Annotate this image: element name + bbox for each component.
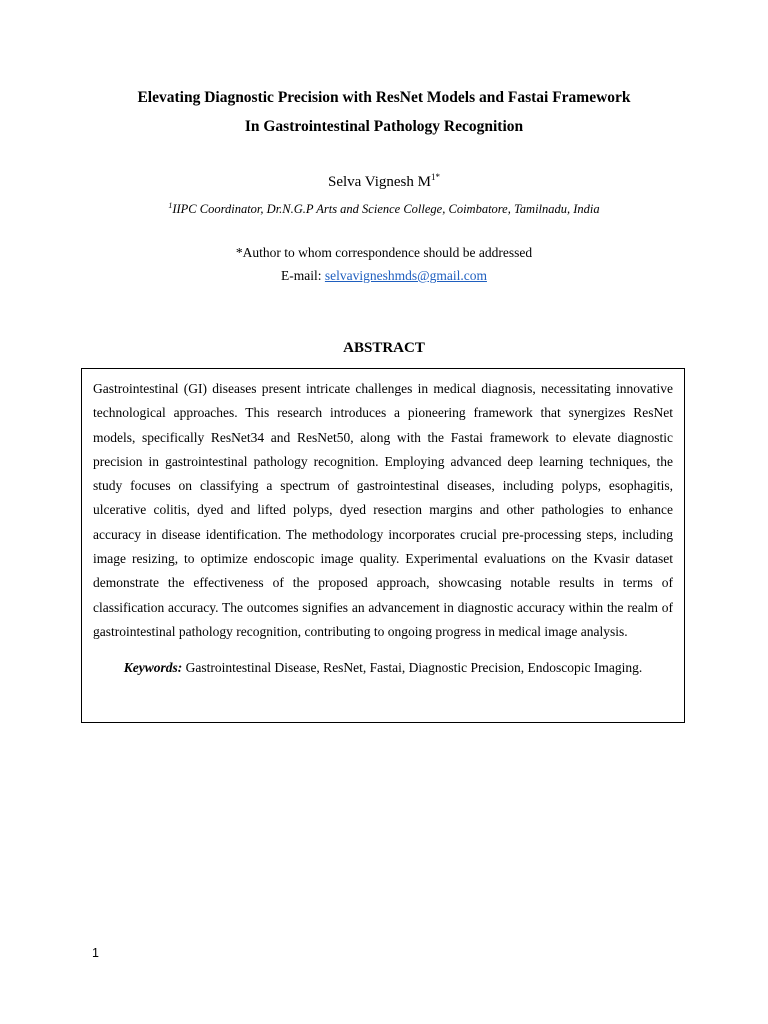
- email-label: E-mail:: [281, 268, 325, 283]
- keywords-label: Keywords:: [123, 660, 183, 676]
- paper-title-line-1: Elevating Diagnostic Precision with ResNet Models and Fastai Framework: [137, 89, 631, 106]
- author-superscript: 1*: [431, 172, 440, 182]
- author-name: Selva Vignesh M: [328, 174, 431, 190]
- correspondence-note: *Author to whom correspondence should be addressed: [235, 245, 533, 260]
- abstract-body: Gastrointestinal (GI) diseases present intricate challenges in medical diagnosis, necessitating innovative technological approaches. This research introduces a pioneering framework that synergizes ResNet models, specifically ResNet34 and ResNet50, along with the Fastai framework to elevate diagnostic precision in gastrointestinal pathology recognition. Employing advanced deep learning techniques, the study focuses on classifying a spectrum of gastrointestinal diseases, including polyps, esophagitis, ulcerative colitis, dyed and lifted polyps, dyed resection margins and other pathologies to enhance accuracy in disease identification. The methodology incorporates crucial pre-processing steps, including image resizing, to optimize endoscopic image quality. Experimental evaluations on the Kvasir dataset demonstrate the effectiveness of the proposed approach, showcasing notable results in terms of classification accuracy. The outcomes signifies an advancement in diagnostic accuracy within the realm of gastrointestinal pathology recognition, contributing to ongoing progress in medical image analysis.: [93, 381, 673, 639]
- email-line: [0, 267, 768, 284]
- keywords-line: [93, 658, 673, 678]
- keywords-text: Gastrointestinal Disease, ResNet, Fastai, Diagnostic Precision, Endoscopic Imaging.: [185, 660, 643, 676]
- email-link[interactable]: selvavigneshmds@gmail.com: [324, 268, 487, 283]
- author-line: [0, 173, 768, 191]
- affiliation-line: [0, 201, 768, 217]
- affiliation-superscript: 1: [168, 201, 173, 210]
- page-number: 1: [92, 946, 99, 960]
- abstract-box: [81, 368, 685, 723]
- affiliation-text: IIPC Coordinator, Dr.N.G.P Arts and Science College, Coimbatore, Tamilnadu, India: [172, 202, 600, 216]
- abstract-heading: ABSTRACT: [343, 340, 425, 356]
- paper-title-line-2: In Gastrointestinal Pathology Recognition: [244, 118, 524, 135]
